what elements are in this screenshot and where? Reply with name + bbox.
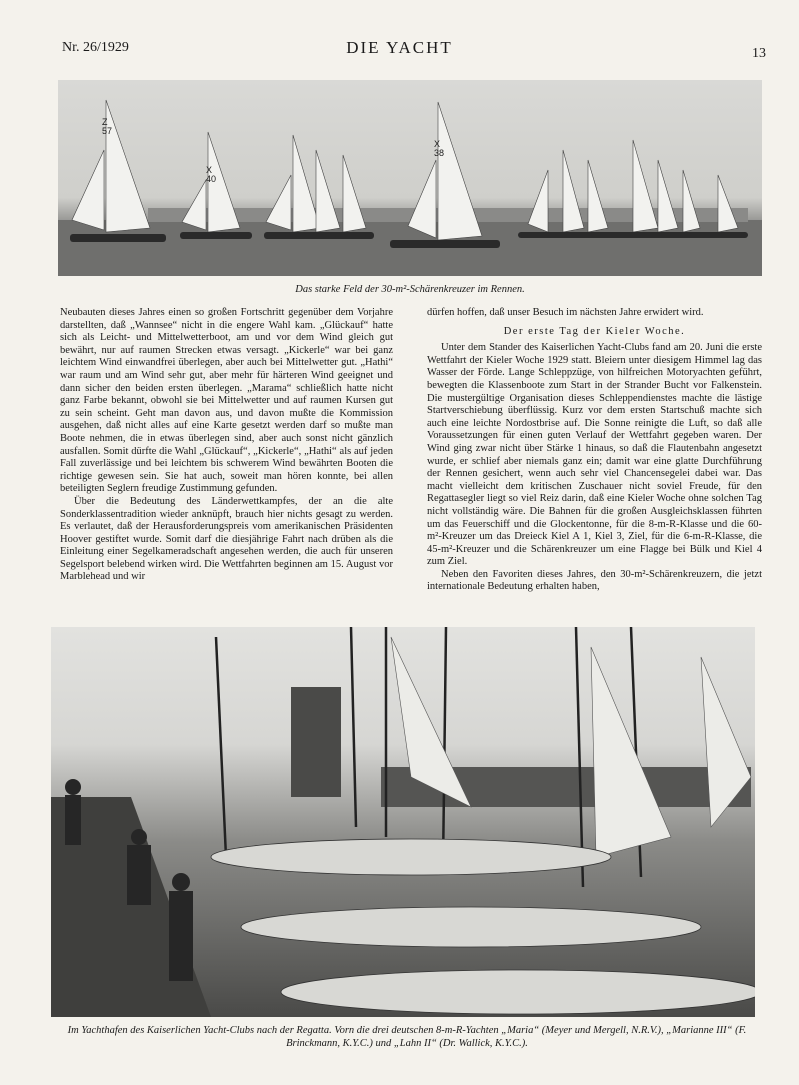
body-paragraph: Unter dem Stander des Kaiserlichen Yacht-Clubs fand am 20. Juni die erste Wettfahrt der Kieler Woche 1929 statt. Bleiern unter diesigem Himmel lag das Wasser der Förde. Lange Schleppzüge, von hilfreichen Motoryachten geführt, bewegten die Klassenboote zum Start in der Strander Bucht vor Falkenstein. Die mustergültige Organisation dieses Schleppendienstes machte die lästige Startverschiebung überflüssig. Kurz vor dem ersten Startschuß machte sich auch eine leichte Nordostbrise auf. Die Sonne reinigte die Luft, so daß alle Voraussetzungen für einen guten Verlauf der Wettfahrt gegeben waren. Der Wind ging zwar nicht über Stärke 1 hinaus, so daß die Flautenbahn angesetzt wurde, er schlief aber niemals ganz ein; damit war eine glatte Durchführung der Rennen gesichert, wenn auch sehr viel Chancensegelei dabei war. Das macht vielleicht dem kritischen Zuschauer nicht soviel Freude, für den Regattasegler liegt so viel Reiz darin, daß eine Kieler Woche ohne solchen Tag nicht vollständig wäre. Die Bahnen für die großen Ausgleichsklassen führten um das Feuerschiff und die Glockentonne, für die 8-m-R-Klasse und die 60-m²-Kreuzer um das Dreieck Kiel A 1, Kiel 3, Ziel, für die 6-m-R-Klasse, die 45-m²-Kreuzer und die Schärenkreuzer um eine Flagge bei Bülk und Kiel 4 zum Ziel. [427, 342, 762, 568]
sail-number-label: X 40 [206, 165, 217, 184]
harbor-photo [51, 627, 755, 1017]
body-paragraph: Neben den Favoriten dieses Jahres, den 30-m²-Schärenkreuzern, die jetzt internationale Bedeutung erhalten haben, [427, 568, 762, 593]
issue-number: Nr. 26/1929 [62, 40, 129, 55]
sail-number-label: X 38 [434, 139, 445, 158]
body-paragraph: Neubauten dieses Jahres einen so großen Fortschritt gegenüber dem Vorjahre darstellten, daß „Wannsee“ nicht in die engere Wahl kam. „Glückauf“ hatte sich als Leicht- und Mittelwetterboot, am und vor dem Wind gleich gut bewährt, nur auf raumen Strecken etwas versagt. „Kickerle“ war bei ganz leichtem Wind einwandfrei überlegen, aber auch bei Mittelwetter gut. „Hathi“ war raum und am Wind sehr gut, aber mehr für härteren Wind geeignet und dann sicher den beiden ersten überlegen. „Marama“ schließlich hatte nicht ganz Farbe bekannt, obwohl sie bei Mittelwetter und auf raumen Kursen gut zu sein scheint. Geht man davon aus, und davon mußte die Kommission ausgehen, daß nicht alles auf eine Karte gesetzt werden darf so mußte man Boote nehmen, die in etwas überlegen sind, aber auch sonst nicht gänzlich ausfallen. Somit dürfte die Wahl „Glückauf“, „Kickerle“, „Hathi“ als auf jeden Fall zuverlässige und bei leichtem bis schwerem Wind bewährten Booten die richtige gewesen sein. Sie hat auch, soweit man hören konnte, bei allen beteiligten Seglern freudige Zustimmung gefunden. [60, 307, 393, 495]
sail-number-label: Z 57 [102, 117, 113, 136]
regatta-illustration [58, 80, 762, 276]
regatta-photo [58, 80, 762, 276]
harbor-illustration [51, 627, 755, 1017]
page-number: 13 [752, 46, 766, 61]
magazine-title: DIE YACHT [346, 38, 453, 57]
body-paragraph: Über die Bedeutung des Länderwettkampfes, der an die alte Sonderklassentradition wieder anknüpft, brauch hier nichts gesagt zu werden. Es verlautet, daß der Herausforderungspreis vom amerikanischen Präsidenten Hoover gestiftet wurde. Somit darf die diesjährige Fahrt nach drüben als die Einleitung einer Segelkameradschaft angesehen werden, die auch für unseren Segelsport belebend wirken wird. Die Wettfahrten beginnen am 15. August vor Marblehead und wir [60, 495, 393, 583]
figure-caption: Das starke Feld der 30-m²-Schärenkreuzer im Rennen. [295, 284, 525, 295]
figure-caption: Im Yachthafen des Kaiserlichen Yacht-Clubs nach der Regatta. Vorn die drei deutschen 8-m-R-Yachten „Maria“ (Meyer und Mergell, N.R.V.), „Marianne III“ (F. Brinckmann, K.Y.C.) und „Lahn II“ (Dr. Wallick, K.Y.C.). [67, 1025, 747, 1049]
text-column-right [427, 307, 762, 594]
text-column-left [60, 307, 393, 584]
section-heading: Der erste Tag der Kieler Woche. [503, 325, 686, 337]
body-paragraph: dürfen hoffen, daß unser Besuch im nächsten Jahre erwidert wird. [427, 307, 704, 318]
